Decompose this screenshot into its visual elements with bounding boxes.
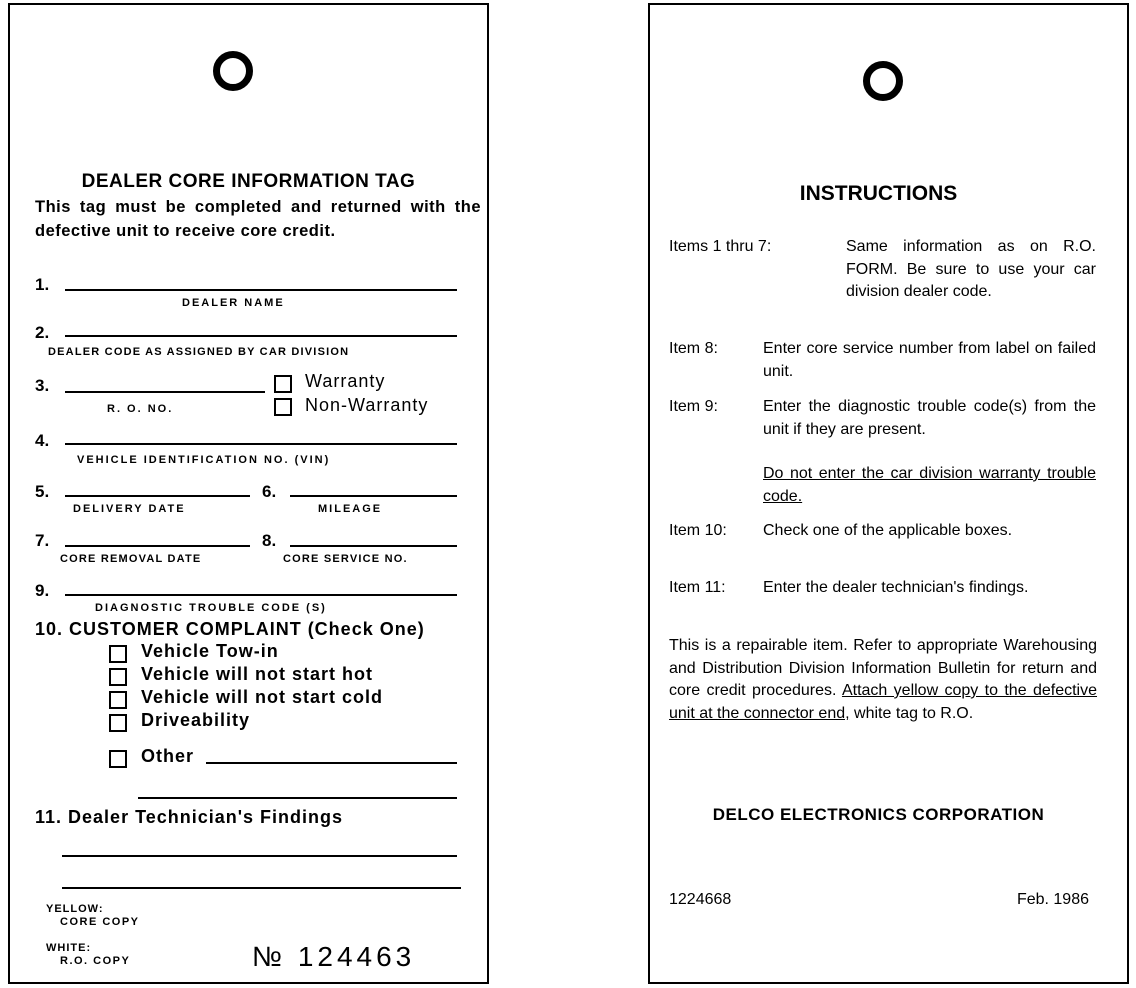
vin-line[interactable] xyxy=(65,443,457,445)
diagnostic-code-line[interactable] xyxy=(65,594,457,596)
field-8-number: 8. xyxy=(262,531,277,550)
field-5-number: 5. xyxy=(35,482,50,501)
instruction-label: Item 9: xyxy=(669,398,718,415)
core-service-no-line[interactable] xyxy=(290,545,457,547)
field-3-number: 3. xyxy=(35,376,50,395)
customer-complaint-heading: 10. CUSTOMER COMPLAINT (Check One) xyxy=(35,619,425,639)
instruction-label: Items 1 thru 7: xyxy=(669,238,772,255)
mileage-line[interactable] xyxy=(290,495,457,497)
repairable-note xyxy=(669,635,1097,725)
instruction-text: Enter the diagnostic trouble code(s) from the unit if they are present. xyxy=(763,398,1096,438)
tow-in-label: Vehicle Tow-in xyxy=(141,641,279,661)
ro-number-caption: R. O. NO. xyxy=(107,403,174,415)
other-label: Other xyxy=(141,746,195,766)
instruction-item-8 xyxy=(669,338,1097,386)
instruction-items-1-7 xyxy=(669,236,1097,331)
revision-date: Feb. 1986 xyxy=(1016,891,1089,908)
company-name: DELCO ELECTRONICS CORPORATION xyxy=(712,805,1045,824)
field-2-number: 2. xyxy=(35,323,50,342)
dealer-name-line[interactable] xyxy=(65,289,457,291)
non-warranty-checkbox[interactable] xyxy=(274,398,292,416)
no-start-hot-label: Vehicle will not start hot xyxy=(141,664,374,684)
instruction-text: Check one of the applicable boxes. xyxy=(763,522,1013,539)
findings-line-2[interactable] xyxy=(62,887,461,889)
dealer-code-caption: DEALER CODE AS ASSIGNED BY CAR DIVISION xyxy=(48,346,350,358)
vin-caption: VEHICLE IDENTIFICATION NO. (VIN) xyxy=(77,454,331,466)
instruction-warning: Do not enter the car division warranty trouble code. xyxy=(763,465,1096,505)
instruction-item-11 xyxy=(669,577,1097,625)
dealer-core-tag-front xyxy=(8,3,489,984)
findings-line-1[interactable] xyxy=(62,855,457,857)
instruction-label: Item 8: xyxy=(669,340,718,357)
mileage-caption: MILEAGE xyxy=(318,503,383,515)
instruction-item-10 xyxy=(669,520,1097,568)
dealer-code-line[interactable] xyxy=(65,335,457,337)
instruction-text: Enter core service number from label on failed unit. xyxy=(763,340,1096,380)
white-copy: R.O. COPY xyxy=(60,955,131,967)
tag-hole xyxy=(213,51,253,91)
field-4-number: 4. xyxy=(35,431,50,450)
delivery-date-line[interactable] xyxy=(65,495,250,497)
other-line-2[interactable] xyxy=(138,797,457,799)
dealer-core-tag-back xyxy=(648,3,1129,984)
delivery-date-caption: DELIVERY DATE xyxy=(73,503,186,515)
diagnostic-code-caption: DIAGNOSTIC TROUBLE CODE (S) xyxy=(95,602,327,614)
white-label: WHITE: xyxy=(46,942,92,954)
no-start-cold-checkbox[interactable] xyxy=(109,691,127,709)
instruction-text: Enter the dealer technician's findings. xyxy=(763,579,1029,596)
tag-title: DEALER CORE INFORMATION TAG xyxy=(81,171,416,192)
core-removal-date-caption: CORE REMOVAL DATE xyxy=(60,553,202,565)
warranty-label: Warranty xyxy=(305,371,386,391)
instruction-text: Same information as on R.O. FORM. Be sure to use your car division dealer code. xyxy=(846,238,1096,300)
white-tag-text: white tag to R.O. xyxy=(854,704,974,722)
instruction-item-9 xyxy=(669,396,1097,511)
other-line[interactable] xyxy=(206,762,457,764)
yellow-label: YELLOW: xyxy=(46,903,104,915)
tow-in-checkbox[interactable] xyxy=(109,645,127,663)
field-6-number: 6. xyxy=(262,482,277,501)
dealer-name-caption: DEALER NAME xyxy=(182,297,285,309)
field-1-number: 1. xyxy=(35,275,50,294)
findings-heading: 11. Dealer Technician's Findings xyxy=(35,807,344,827)
field-9-number: 9. xyxy=(35,581,50,600)
driveability-label: Driveability xyxy=(141,710,251,730)
tag-intro: This tag must be completed and returned with the defective unit to receive core credit. xyxy=(35,198,481,240)
tag-hole xyxy=(863,61,903,101)
core-removal-date-line[interactable] xyxy=(65,545,250,547)
core-service-no-caption: CORE SERVICE NO. xyxy=(283,553,408,565)
ro-number-line[interactable] xyxy=(65,391,265,393)
other-checkbox[interactable] xyxy=(109,750,127,768)
instructions-title: INSTRUCTIONS xyxy=(799,182,958,205)
instruction-label: Item 11: xyxy=(669,579,726,596)
repairable-note-text: This is a repairable item. Refer to appropriate Warehousing and Distribution Division Information Bulletin for return and core credit procedures. xyxy=(669,637,1097,699)
instruction-label: Item 10: xyxy=(669,522,727,539)
attach-yellow-copy-text: Attach yellow copy to the defective unit at the connector end, xyxy=(669,682,1098,722)
field-7-number: 7. xyxy=(35,531,50,550)
non-warranty-label: Non-Warranty xyxy=(305,395,429,415)
warranty-checkbox[interactable] xyxy=(274,375,292,393)
no-start-cold-label: Vehicle will not start cold xyxy=(141,687,384,707)
driveability-checkbox[interactable] xyxy=(109,714,127,732)
yellow-copy: CORE COPY xyxy=(60,916,140,928)
part-number: 1224668 xyxy=(669,891,732,908)
serial-number: № 124463 xyxy=(252,941,416,972)
no-start-hot-checkbox[interactable] xyxy=(109,668,127,686)
